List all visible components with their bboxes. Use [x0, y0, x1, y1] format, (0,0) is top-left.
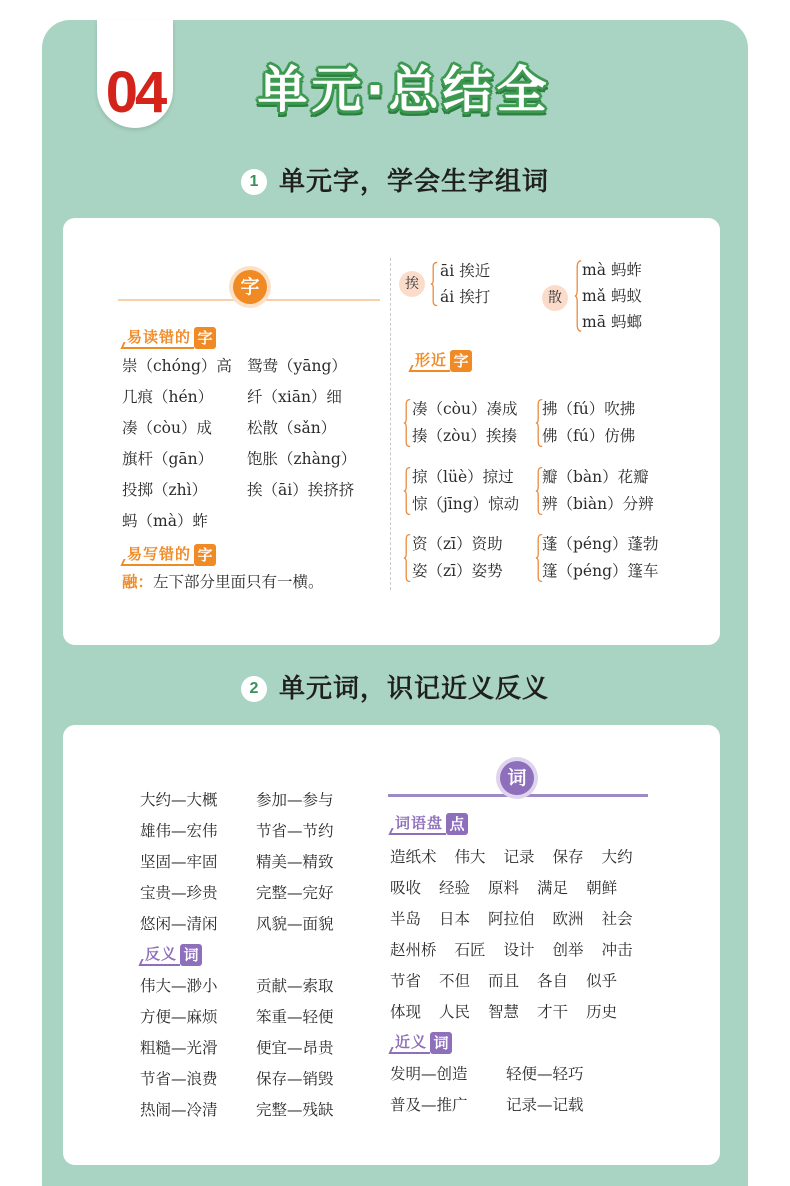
word-pair-row	[140, 816, 334, 847]
pinyin: ái	[440, 288, 455, 306]
similar-group	[403, 464, 703, 518]
char-entry-row	[122, 444, 356, 475]
label-box: 点	[446, 813, 468, 835]
pinyin: mā	[582, 313, 606, 331]
label-text: 形近	[410, 351, 450, 372]
label-box: 词	[430, 1032, 452, 1054]
similar-char-entry: 瓣（bàn）花瓣	[542, 468, 649, 486]
word-pair: 粗糙—光滑	[140, 1039, 218, 1057]
section-1-heading	[0, 166, 790, 198]
easy-write-label	[122, 544, 216, 566]
similar-char-entry: 蓬（péng）蓬勃	[542, 535, 659, 553]
word-pair: 轻便—轻巧	[506, 1065, 584, 1083]
similar-column	[412, 396, 518, 450]
similar-char-entry: 掠（lüè）掠过	[412, 468, 514, 486]
label-text: 易写错的	[122, 545, 194, 566]
word-pair: 节省—浪费	[140, 1070, 218, 1088]
similar-group	[403, 531, 703, 585]
vocab-word: 造纸术	[390, 848, 437, 866]
brace-bracket	[403, 534, 411, 582]
vocab-word: 历史	[586, 1003, 618, 1021]
char-entry: 凑（còu）成	[122, 419, 212, 437]
reading-row	[440, 258, 490, 284]
char-entry: 饱胀（zhàng）	[247, 450, 357, 468]
word-pair-row	[140, 1033, 334, 1064]
similar-char-entry: 姿（zī）姿势	[412, 562, 503, 580]
similar-char-entry: 惊（jīng）惊动	[412, 495, 520, 513]
word-pair: 完整—完好	[256, 884, 334, 902]
similar-char-entry-row	[542, 558, 659, 585]
label-box: 字	[194, 327, 216, 349]
similar-char-entry-row	[542, 491, 654, 518]
word-pair: 记录—记载	[506, 1096, 584, 1114]
note-text: 左下部分里面只有一横。	[153, 573, 324, 591]
vocab-word: 原料	[488, 879, 520, 897]
unit-characters-card	[63, 218, 720, 645]
word-review-list	[390, 842, 651, 1028]
section-title: 单元词，识记近义反义	[278, 674, 549, 704]
char-entry: 蚂（mà）蚱	[122, 512, 208, 530]
word-pair-row	[140, 1002, 334, 1033]
vocab-word: 经验	[439, 879, 471, 897]
similar-char-entry-row	[542, 464, 654, 491]
example-word: 挨近	[459, 262, 491, 280]
vocab-word: 吸收	[390, 879, 422, 897]
char-entry: 几痕（hén）	[122, 388, 214, 406]
word-pair: 普及—推广	[390, 1096, 468, 1114]
vocab-word: 日本	[439, 910, 471, 928]
similar-char-entry-row	[412, 491, 519, 518]
word-pair-row	[140, 878, 334, 909]
similar-char-entry: 揍（zòu）挨揍	[412, 427, 517, 445]
similar-column	[412, 464, 519, 518]
vocab-word: 人民	[439, 1003, 471, 1021]
character-emblem	[229, 266, 271, 308]
word-pair: 精美—精致	[256, 853, 334, 871]
label-text: 反义	[140, 945, 180, 966]
char-entry-row	[122, 382, 356, 413]
word-pair-row	[390, 1090, 584, 1121]
vocab-word: 半岛	[390, 910, 422, 928]
similar-char-entry: 佛（fú）仿佛	[542, 427, 636, 445]
word-pair: 完整—残缺	[256, 1101, 334, 1119]
char-entry: 旗杆（gān）	[122, 450, 214, 468]
char-entry: 纤（xiān）细	[247, 388, 342, 406]
example-word: 蚂蚁	[610, 287, 642, 305]
reading-row	[582, 283, 642, 309]
brace-bracket	[403, 399, 411, 447]
reading-row	[582, 309, 642, 335]
word-pair: 贡献—索取	[256, 977, 334, 995]
vocab-word: 社会	[601, 910, 633, 928]
similar-group	[403, 396, 703, 450]
unit-words-card	[63, 725, 720, 1165]
example-word: 蚂螂	[610, 313, 642, 331]
page-title: 单元·总结全	[257, 61, 551, 119]
polyphone-char: 散	[542, 285, 568, 311]
vocab-word: 伟大	[454, 848, 486, 866]
polyphone-readings	[582, 257, 642, 335]
word-pair-row	[140, 1064, 334, 1095]
polyphone-readings	[440, 258, 490, 310]
emblem-char: 词	[500, 761, 534, 795]
section-2-heading	[0, 673, 790, 705]
word-pair: 悠闲—清闲	[140, 915, 218, 933]
word-pair: 雄伟—宏伟	[140, 822, 218, 840]
vocab-word-row	[390, 904, 651, 935]
similar-column	[542, 396, 635, 450]
vocab-word: 体现	[390, 1003, 422, 1021]
word-pair: 方便—麻烦	[140, 1008, 218, 1026]
vocab-word: 石匠	[454, 941, 486, 959]
similar-char-entry-row	[542, 531, 659, 558]
word-pair: 便宜—昂贵	[256, 1039, 334, 1057]
example-word: 蚂蚱	[610, 261, 642, 279]
char-entry: 鸳鸯（yāng）	[247, 357, 347, 375]
vocab-word: 而且	[488, 972, 520, 990]
vocab-word-row	[390, 966, 651, 997]
antonyms-label	[140, 944, 202, 966]
brace-bracket	[403, 467, 411, 515]
vocab-word: 阿拉伯	[488, 910, 535, 928]
vocab-word: 欧洲	[552, 910, 584, 928]
char-entry: 崇（chóng）高	[122, 357, 232, 375]
word-pair: 发明—创造	[390, 1065, 468, 1083]
word-pair-row	[140, 1095, 334, 1126]
word-pairs-list	[140, 785, 334, 940]
char-entry: 挨（āi）挨挤挤	[247, 481, 355, 499]
word-review-label	[390, 813, 468, 835]
vocab-word: 记录	[503, 848, 535, 866]
word-pair: 参加—参与	[256, 791, 334, 809]
char-entry-row	[122, 351, 356, 382]
similar-char-entry: 篷（péng）篷车	[542, 562, 659, 580]
word-pair: 风貌—面貌	[256, 915, 334, 933]
vocab-word: 满足	[537, 879, 569, 897]
note-char: 融：	[122, 572, 154, 591]
vocab-word: 保存	[552, 848, 584, 866]
similar-char-entry-row	[412, 423, 518, 450]
vocab-word: 冲击	[601, 941, 633, 959]
word-pair: 保存—销毁	[256, 1070, 334, 1088]
pinyin: mǎ	[582, 287, 606, 305]
label-text: 词语盘	[390, 814, 446, 835]
word-pair-row	[140, 971, 334, 1002]
section-number-badge: 2	[241, 676, 267, 702]
char-entry-row	[122, 413, 356, 444]
vocab-word: 设计	[503, 941, 535, 959]
reading-row	[582, 257, 642, 283]
vocab-word: 智慧	[488, 1003, 520, 1021]
vocab-word: 不但	[439, 972, 471, 990]
word-pair: 宝贵—珍贵	[140, 884, 218, 902]
vocab-word-row	[390, 842, 651, 873]
brace-bracket	[574, 260, 582, 332]
word-pair: 大约—大概	[140, 791, 218, 809]
vocab-word: 创举	[552, 941, 584, 959]
column-divider	[390, 258, 391, 590]
synonyms-list	[390, 1059, 584, 1121]
word-pair-row	[140, 847, 334, 878]
char-entry-row	[122, 475, 356, 506]
similar-char-entry: 辨（biàn）分辨	[542, 495, 654, 513]
word-pair-row	[140, 785, 334, 816]
pinyin: āi	[440, 262, 455, 280]
similar-char-entry-row	[412, 558, 503, 585]
char-entry-row	[122, 506, 356, 537]
label-box: 字	[194, 544, 216, 566]
antonyms-list	[140, 971, 334, 1126]
similar-chars-label	[410, 350, 472, 372]
similar-char-entry-row	[412, 531, 503, 558]
char-entry: 投掷（zhì）	[122, 481, 208, 499]
similar-char-entry: 资（zī）资助	[412, 535, 503, 553]
vocab-word: 大约	[601, 848, 633, 866]
word-pair: 节省—节约	[256, 822, 334, 840]
unit-badge-tab	[97, 20, 173, 128]
similar-char-entry-row	[542, 396, 635, 423]
similar-column	[542, 464, 654, 518]
similar-column	[412, 531, 503, 585]
vocab-word-row	[390, 997, 651, 1028]
similar-char-entry-row	[542, 423, 635, 450]
word-pair-row	[390, 1059, 584, 1090]
similar-char-entry-row	[412, 464, 519, 491]
section-number-badge: 1	[241, 169, 267, 195]
vocab-word: 各自	[537, 972, 569, 990]
word-pair: 伟大—渺小	[140, 977, 218, 995]
section-title: 单元字，学会生字组词	[278, 167, 549, 197]
example-word: 挨打	[459, 288, 491, 306]
emblem-char: 字	[233, 270, 267, 304]
reading-row	[440, 284, 490, 310]
similar-column	[542, 531, 659, 585]
word-emblem	[496, 757, 538, 799]
vocab-word-row	[390, 935, 651, 966]
vocab-word: 赵州桥	[390, 941, 437, 959]
label-box: 字	[450, 350, 472, 372]
pinyin: mà	[582, 261, 606, 279]
word-pair: 热闹—冷清	[140, 1101, 218, 1119]
vocab-word: 才干	[537, 1003, 569, 1021]
label-text: 易读错的	[122, 328, 194, 349]
polyphone-char: 挨	[399, 271, 425, 297]
char-entry: 松散（sǎn）	[247, 419, 337, 437]
word-pair-row	[140, 909, 334, 940]
word-pair: 坚固—牢固	[140, 853, 218, 871]
word-pair: 笨重—轻便	[256, 1008, 334, 1026]
easy-read-list	[122, 351, 356, 537]
vocab-word-row	[390, 873, 651, 904]
brace-bracket	[430, 262, 438, 306]
synonyms-label	[390, 1032, 452, 1054]
unit-number: 04	[105, 60, 165, 125]
vocab-word: 节省	[390, 972, 422, 990]
vocab-word: 似乎	[586, 972, 618, 990]
easy-read-label	[122, 327, 216, 349]
label-box: 词	[180, 944, 202, 966]
easy-write-note	[122, 572, 324, 592]
similar-char-entry-row	[412, 396, 518, 423]
similar-char-entry: 拂（fú）吹拂	[542, 400, 636, 418]
similar-char-entry: 凑（còu）凑成	[412, 400, 518, 418]
vocab-word: 朝鲜	[586, 879, 618, 897]
label-text: 近义	[390, 1033, 430, 1054]
